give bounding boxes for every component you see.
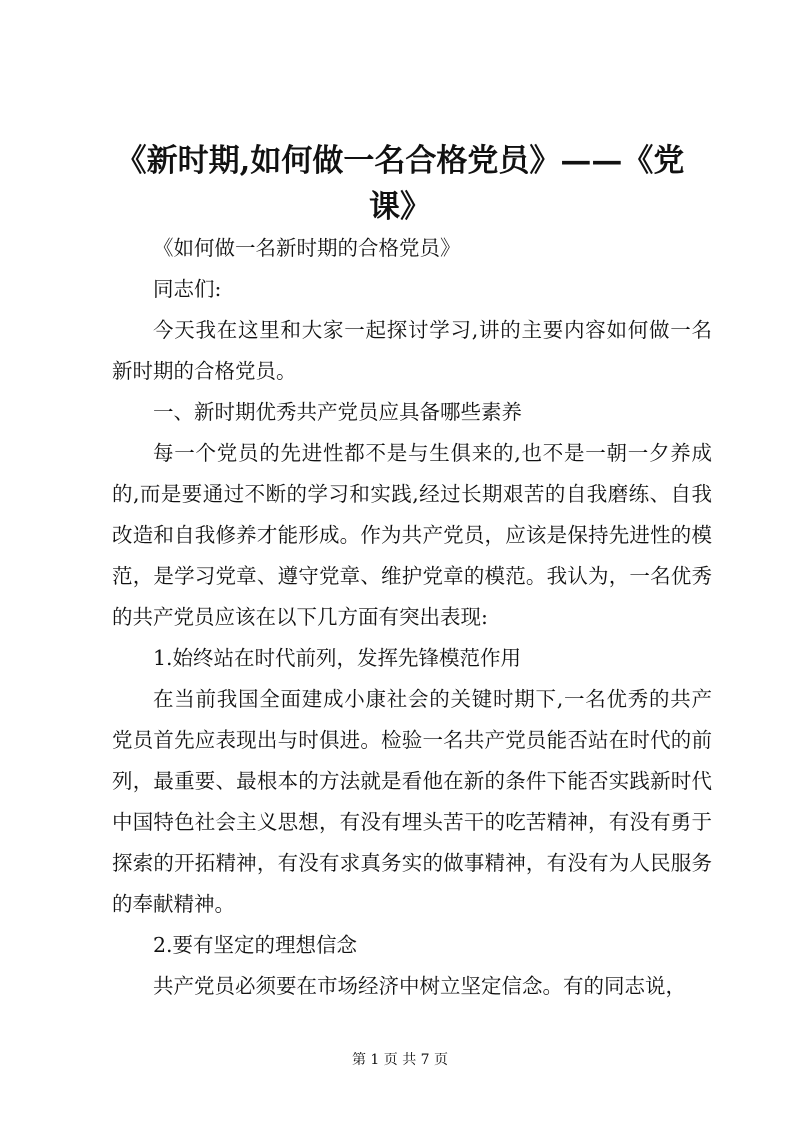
document-body — [112, 228, 712, 1007]
subheading-2: 2.要有坚定的理想信念 — [153, 933, 358, 957]
paragraph-salutation: 同志们: — [153, 277, 222, 301]
paragraph-subtitle: 《如何做一名新时期的合格党员》 — [153, 236, 461, 260]
section-heading-1: 一、新时期优秀共产党员应具备哪些素养 — [153, 400, 522, 424]
page-footer: 第 1 页 共 7 页 — [351, 1052, 449, 1068]
subheading-1: 1.始终站在时代前列，发挥先锋模范作用 — [153, 646, 522, 670]
paragraph-intro: 今天我在这里和大家一起探讨学习,讲的主要内容如何做一名新时期的合格党员。 — [112, 318, 712, 383]
paragraph-body-2: 在当前我国全面建成小康社会的关键时期下,一名优秀的共产党员首先应表现出与时俱进。检验一名共产党员能否站在时代的前列，最重要、最根本的方法就是看他在新的条件下能否实践新时代中国特色社会主义思想，有没有埋头苦干的吃苦精神，有没有勇于探索的开拓精神，有没有求真务实的做事精神，有没有为人民服务的奉献精神。 — [112, 687, 712, 916]
paragraph-body-1: 每一个党员的先进性都不是与生俱来的,也不是一朝一夕养成的,而是要通过不断的学习和实践,经过长期艰苦的自我磨练、自我改造和自我修养才能形成。作为共产党员，应该是保持先进性的模范，是学习党章、遵守党章、维护党章的模范。我认为，一名优秀的共产党员应该在以下几方面有突出表现: — [112, 441, 712, 629]
document-title: 《新时期,如何做一名合格党员》——《党课》 — [115, 143, 685, 225]
paragraph-body-3: 共产党员必须要在市场经济中树立坚定信念。有的同志说， — [153, 974, 686, 998]
